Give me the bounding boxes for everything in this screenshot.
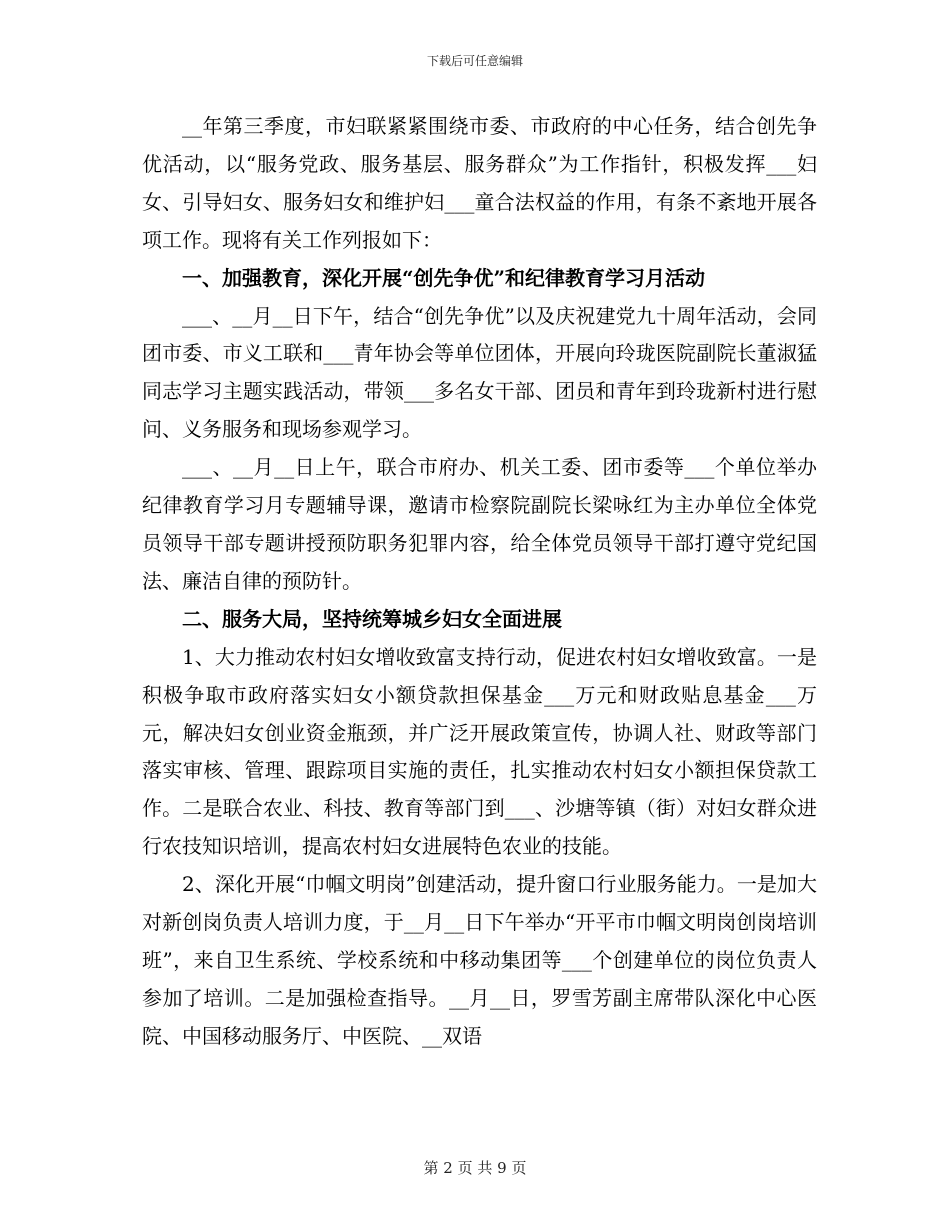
document-body <box>142 108 817 1056</box>
intro-paragraph: __年第三季度，市妇联紧紧围绕市委、市政府的中心任务，结合创先争优活动，以“服务党政、服务基层、服务群众”为工作指针，积极发挥___妇女、引导妇女、服务妇女和维护妇___童合法权益的作用，有条不紊地开展各项工作。现将有关工作列报如下： <box>142 114 817 252</box>
paragraph-item-1: 1、大力推动农村妇女增收致富支持行动，促进农村妇女增收致富。一是积极争取市政府落实妇女小额贷款担保基金___万元和财政贴息基金___万元，解决妇女创业资金瓶颈，并广泛开展政策宣传，协调人社、财政等部门落实审核、管理、跟踪项目实施的责任，扎实推动农村妇女小额担保贷款工作。二是联合农业、科技、教育等部门到___、沙塘等镇（街）对妇女群众进行农技知识培训，提高农村妇女进展特色农业的技能。 <box>142 644 817 859</box>
paragraph-activity-1: ___、__月__日下午，结合“创先争优”以及庆祝建党九十周年活动，会同团市委、市义工联和___青年协会等单位团体，开展向玲珑医院副院长董淑猛同志学习主题实践活动，带领___多名女干部、团员和青年到玲珑新村进行慰问、义务服务和现场参观学习。 <box>142 303 817 442</box>
paragraph-activity-2: ___、__月__日上午，联合市府办、机关工委、团市委等___个单位举办纪律教育学习月专题辅导课，邀请市检察院副院长梁咏红为主办单位全体党员领导干部专题讲授预防职务犯罪内容，给全体党员领导干部打遵守党纪国法、廉洁自律的预防针。 <box>142 455 817 593</box>
section-heading-1: 一、加强教育，深化开展“创先争优”和纪律教育学习月活动 <box>182 265 706 290</box>
page-number: 第 2 页 共 9 页 <box>423 1159 527 1177</box>
section-heading-2: 二、服务大局，坚持统筹城乡妇女全面进展 <box>182 606 562 631</box>
paragraph-item-2: 2、深化开展“巾帼文明岗”创建活动，提升窗口行业服务能力。一是加大对新创岗负责人培训力度，于__月__日下午举办“开平市巾帼文明岗创岗培训班”，来自卫生系统、学校系统和中移动集团等___个创建单位的岗位负责人参加了培训。二是加强检查指导。__月__日，罗雪芳副主席带队深化中心医院、中国移动服务厅、中医院、__双语 <box>142 872 817 1048</box>
page-header-note: 下载后可任意编辑 <box>426 54 523 68</box>
